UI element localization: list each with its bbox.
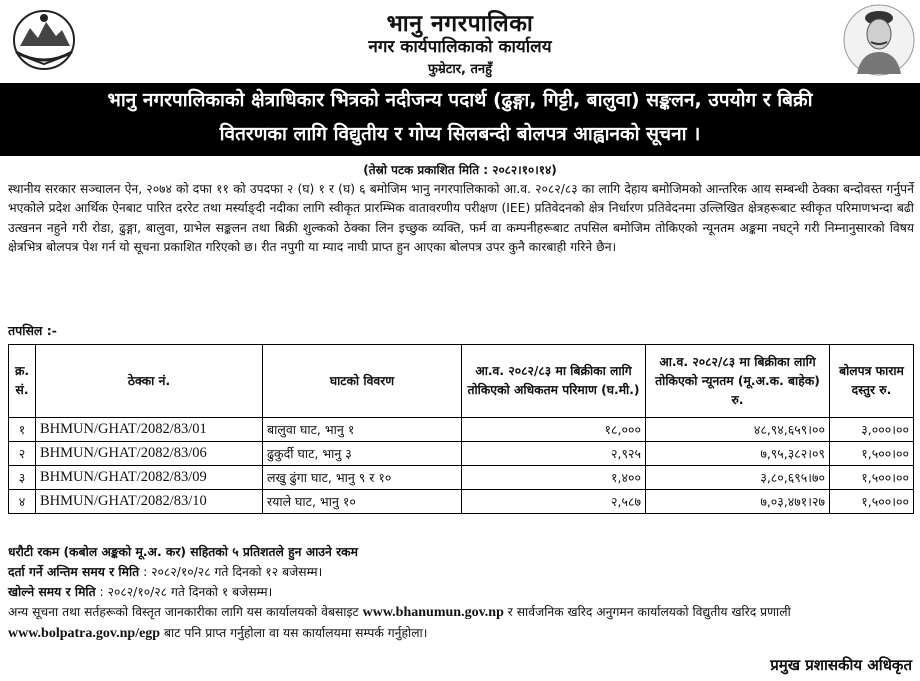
notice-title [0,83,920,156]
deposit-note: धरौटी रकम (कबोल अङ्कको मू.अ. कर) सहितको ५ प्रतिशतले हुन आउने रकम [8,545,358,559]
letterhead [0,0,920,80]
cell-serial-number: १ [9,418,36,442]
notice-body: स्थानीय सरकार सञ्चालन ऐन, २०७४ को दफा ११ को उपदफा २ (घ) १ र (घ) ६ बमोजिम भानु नगरपालिकाको आ.व. २०८२/८३ का लागि देहाय बमोजिमको आन्तरिक आय सम्बन्धी ठेक्का बन्दोवस्त गर्नुपर्ने भएकोले प्रदेश आर्थिक ऐनबाट पारित दररेट तथा मर्स्याङ्दी नदीका लागि स्वीकृत प्रारम्भिक वातावरणीय परीक्षण (IEE) प्रतिवेदनको क्षेत्र निर्धारण प्रतिवेदनमा उल्लिखित क्षेत्रहरूबाट स्वीकृत परिमाणभन्दा बढी उत्खनन नहुने गरी रोडा, ढुङ्गा, बालुवा, ग्राभेल सङ्कलन तथा बिक्री शुल्कको ठेक्का लिन इच्छुक व्यक्ति, फर्म वा कम्पनीहरूबाट तपसिल बमोजिम तोकिएको न्यूनतम अङ्कमा नघट्ने गरी निम्नानुसारको विषय क्षेत्रभित्र बोलपत्र पेश गर्न यो सूचना प्रकाशित गरिएको छ। रीत नपुगी या म्याद नाघी प्राप्त हुन आएका बोलपत्र उपर कुनै कारबाही गरिने छैन। [8,182,914,255]
office-name: नगर कार्यपालिकाको कार्यालय [368,37,552,57]
table-row [9,466,914,490]
cell-min-amount: ३,८०,६९५।७० [646,466,830,490]
header-serial-number: क्र. सं. [9,345,36,418]
table-header-row [9,345,914,418]
cell-max-quantity: १,४०० [462,466,646,490]
notice-title-line-1: भानु नगरपालिकाको क्षेत्राधिकार भित्रको नदीजन्य पदार्थ (ढुङ्गा, गिट्टी, बालुवा) सङ्कलन, उपयोग र बिक्री [107,89,813,111]
cell-contract-number: BHMUN/GHAT/2082/83/01 [36,418,263,442]
cell-min-amount: ७,०३,४७१।२७ [646,490,830,514]
cell-min-amount: ७,९५,३८२।०९ [646,442,830,466]
table-row [9,490,914,514]
portrait-icon [843,4,915,76]
deadline-value: : २०८२/१०/२८ गते दिनको १२ बजेसम्म। [143,565,323,579]
info-text-mid: र सार्वजनिक खरिद अनुगमन कार्यालयको विद्युतीय खरिद प्रणाली [507,605,791,619]
cell-ghat-description: लखु ढुंगा घाट, भानु ९ र १० [263,466,462,490]
table-row [9,418,914,442]
header-ghat-description: घाटको विवरण [263,345,462,418]
egp-link[interactable]: www.bolpatra.gov.np/egp [8,626,161,641]
cell-contract-number: BHMUN/GHAT/2082/83/10 [36,490,263,514]
header-min-amount: आ.व. २०८२/८३ मा बिक्रीका लागि तोकिएको न्यूनतम (मू.अ.क. बाहेक) रु. [646,345,830,418]
municipality-name: भानु नगरपालिका [386,11,534,37]
office-address: फुम्रेटार, तनहुँ [427,62,493,77]
cell-ghat-description: रयाले घाट, भानु १० [263,490,462,514]
opening-time [8,582,914,602]
cell-form-fee: १,५००।०० [830,466,914,490]
more-info [8,602,914,644]
publication-date: (तेस्रो पटक प्रकाशित मिति : २०८२।१०।१४) [363,163,557,177]
table-row [9,442,914,466]
cell-min-amount: ४८,९४,६५९।०० [646,418,830,442]
cell-contract-number: BHMUN/GHAT/2082/83/06 [36,442,263,466]
cell-contract-number: BHMUN/GHAT/2082/83/09 [36,466,263,490]
opening-label: खोल्ने समय र मिति [8,585,96,599]
cell-ghat-description: ढुकुर्दी घाट, भानु ३ [263,442,462,466]
cell-serial-number: २ [9,442,36,466]
header-max-quantity: आ.व. २०८२/८३ मा बिक्रीका लागि तोकिएको अधिकतम परिमाण (घ.मी.) [462,345,646,418]
cell-form-fee: ३,०००।०० [830,418,914,442]
registration-deadline [8,562,914,582]
contract-table [8,344,914,514]
cell-serial-number: ४ [9,490,36,514]
info-text-pre: अन्य सूचना तथा सर्तहरूको विस्तृत जानकारीका लागि यस कार्यालयको वेबसाइट [8,605,359,619]
notice-title-line-2: वितरणका लागि विद्युतीय र गोप्य सिलबन्दी बोलपत्र आह्वानको सूचना । [219,123,701,145]
header-contract-number: ठेक्का नं. [36,345,263,418]
header-form-fee: बोलपत्र फाराम दस्तुर रु. [830,345,914,418]
schedule-label: तपसिल :- [8,323,57,338]
cell-max-quantity: २,९२५ [462,442,646,466]
signatory-title: प्रमुख प्रशासकीय अधिकृत [770,656,912,674]
cell-serial-number: ३ [9,466,36,490]
cell-form-fee: १,५००।०० [830,442,914,466]
cell-max-quantity: २,५८७ [462,490,646,514]
opening-value: : २०८२/१०/२८ गते दिनको १ बजेसम्म। [99,585,273,599]
website-link[interactable]: www.bhanumun.gov.np [362,605,504,620]
cell-form-fee: १,५००।०० [830,490,914,514]
deadline-label: दर्ता गर्ने अन्तिम समय र मिति [8,565,140,579]
cell-max-quantity: १८,००० [462,418,646,442]
info-text-post: बाट पनि प्राप्त गर्नुहोला वा यस कार्यालयमा सम्पर्क गर्नुहोला। [164,626,428,640]
cell-ghat-description: बालुवा घाट, भानु १ [263,418,462,442]
notice-footer [8,542,914,644]
